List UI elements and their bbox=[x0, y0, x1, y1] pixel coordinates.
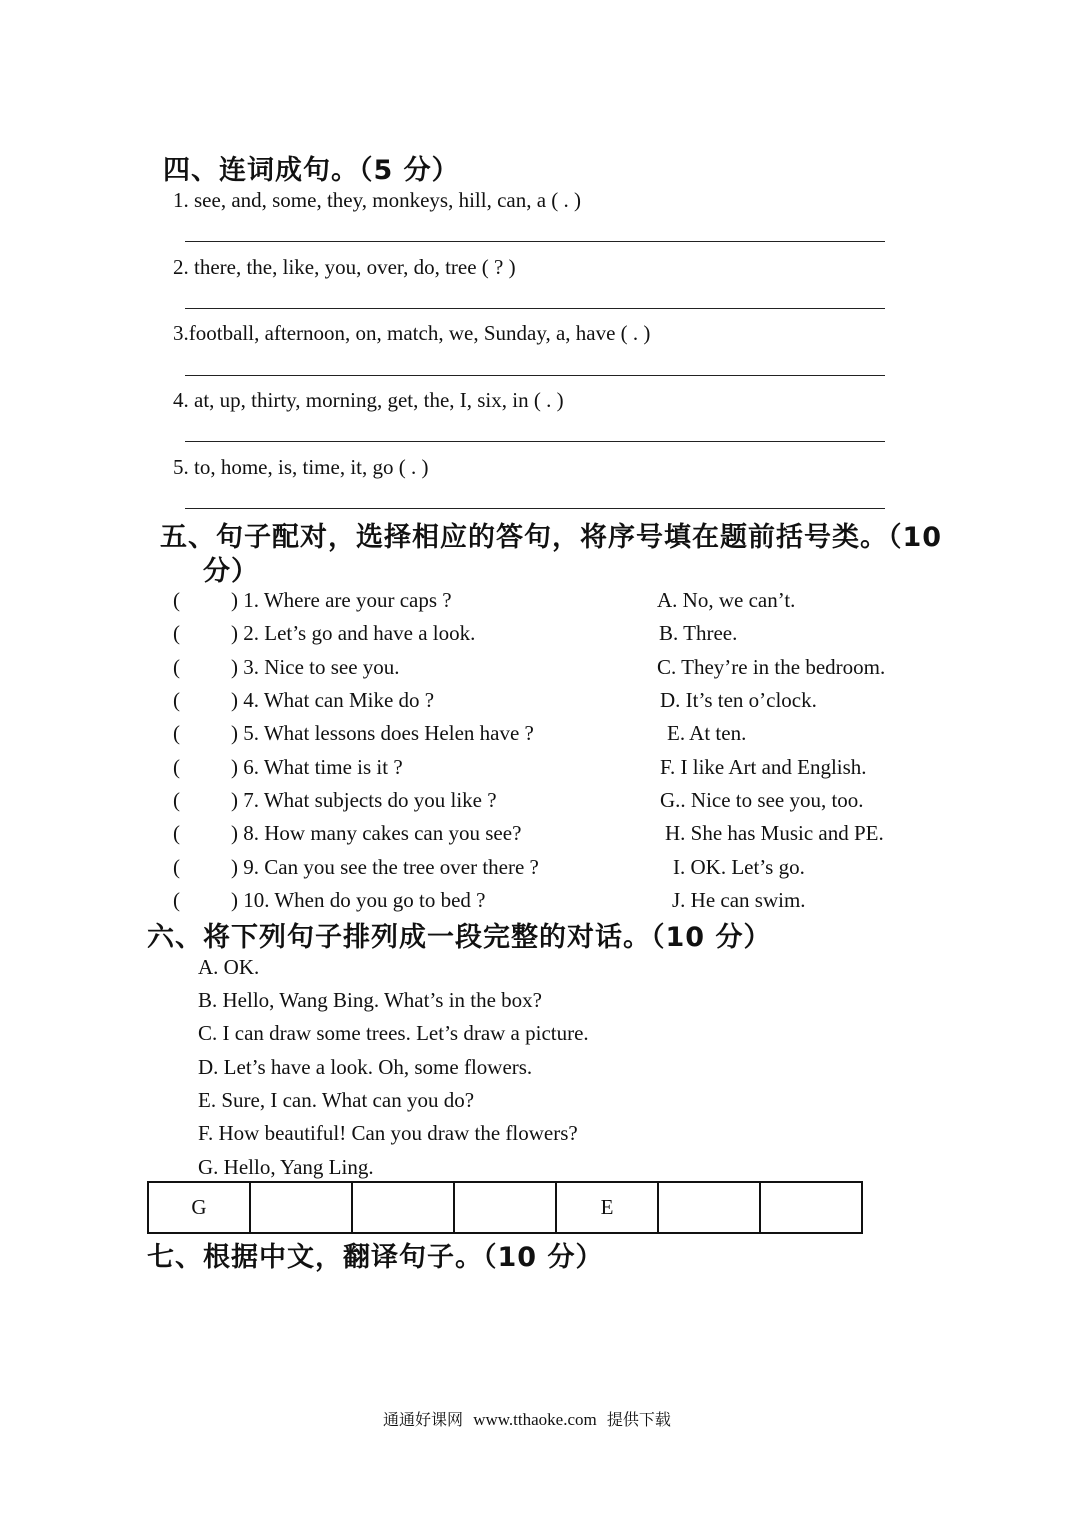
match-question-9: ) 9. Can you see the tree over there ? bbox=[231, 855, 539, 879]
bracket-8[interactable]: ( bbox=[173, 821, 180, 845]
dialogue-line-a: A. OK. bbox=[198, 955, 260, 979]
order-cell-5[interactable]: E bbox=[556, 1182, 658, 1233]
dialogue-line-d: D. Let’s have a look. Oh, some flowers. bbox=[198, 1055, 533, 1079]
dialogue-line-c: C. I can draw some trees. Let’s draw a picture. bbox=[198, 1021, 589, 1045]
bracket-7[interactable]: ( bbox=[173, 788, 180, 812]
bracket-6[interactable]: ( bbox=[173, 755, 180, 779]
reorder-item-3: 3.football, afternoon, on, match, we, Sunday, a, have ( . ) bbox=[173, 321, 651, 345]
order-cell-3[interactable] bbox=[352, 1182, 454, 1233]
match-answer-a: A. No, we can’t. bbox=[657, 588, 796, 612]
match-answer-f: F. I like Art and English. bbox=[660, 755, 867, 779]
dialogue-line-f: F. How beautiful! Can you draw the flowers? bbox=[198, 1121, 578, 1145]
dialogue-line-b: B. Hello, Wang Bing. What’s in the box? bbox=[198, 988, 542, 1012]
footer-site-name: 通通好课网 bbox=[383, 1410, 464, 1429]
order-cell-4[interactable] bbox=[454, 1182, 556, 1233]
footer-suffix: 提供下载 bbox=[606, 1410, 671, 1429]
match-question-6: ) 6. What time is it ? bbox=[231, 755, 403, 779]
match-question-5: ) 5. What lessons does Helen have ? bbox=[231, 721, 534, 745]
reorder-item-1: 1. see, and, some, they, monkeys, hill, can, a ( . ) bbox=[173, 188, 582, 212]
footer bbox=[383, 1407, 671, 1430]
order-cell-7[interactable] bbox=[760, 1182, 862, 1233]
footer-url[interactable]: www.tthaoke.com bbox=[473, 1410, 597, 1429]
bracket-2[interactable]: ( bbox=[173, 621, 180, 645]
bracket-9[interactable]: ( bbox=[173, 855, 180, 879]
match-answer-i: I. OK. Let’s go. bbox=[673, 855, 805, 879]
match-question-10: ) 10. When do you go to bed ? bbox=[231, 888, 486, 912]
order-cell-6[interactable] bbox=[658, 1182, 760, 1233]
bracket-5[interactable]: ( bbox=[173, 721, 180, 745]
match-question-8: ) 8. How many cakes can you see? bbox=[231, 821, 522, 845]
bracket-3[interactable]: ( bbox=[173, 655, 180, 679]
match-question-2: ) 2. Let’s go and have a look. bbox=[231, 621, 476, 645]
match-answer-h: H. She has Music and PE. bbox=[665, 821, 884, 845]
answer-line-3[interactable] bbox=[185, 375, 885, 376]
dialogue-line-g: G. Hello, Yang Ling. bbox=[198, 1155, 374, 1179]
section-7-title: 七、根据中文，翻译句子。（10 分） bbox=[147, 1242, 604, 1273]
answer-line-5[interactable] bbox=[185, 508, 885, 509]
match-answer-g: G.. Nice to see you, too. bbox=[660, 788, 864, 812]
section-5-title-continued: 分） bbox=[203, 556, 259, 587]
bracket-10[interactable]: ( bbox=[173, 888, 180, 912]
section-5-title: 五、句子配对，选择相应的答句，将序号填在题前括号类。（10 bbox=[160, 522, 943, 553]
match-question-4: ) 4. What can Mike do ? bbox=[231, 688, 435, 712]
match-answer-e: E. At ten. bbox=[667, 721, 747, 745]
order-cell-2[interactable] bbox=[250, 1182, 352, 1233]
section-6-title: 六、将下列句子排列成一段完整的对话。（10 分） bbox=[147, 922, 772, 953]
order-cell-1[interactable]: G bbox=[148, 1182, 250, 1233]
match-answer-j: J. He can swim. bbox=[672, 888, 806, 912]
match-question-3: ) 3. Nice to see you. bbox=[231, 655, 400, 679]
match-answer-c: C. They’re in the bedroom. bbox=[657, 655, 886, 679]
reorder-item-4: 4. at, up, thirty, morning, get, the, I, six, in ( . ) bbox=[173, 388, 564, 412]
bracket-4[interactable]: ( bbox=[173, 688, 180, 712]
match-question-1: ) 1. Where are your caps ? bbox=[231, 588, 452, 612]
reorder-item-5: 5. to, home, is, time, it, go ( . ) bbox=[173, 455, 429, 479]
match-answer-b: B. Three. bbox=[659, 621, 738, 645]
answer-line-1[interactable] bbox=[185, 241, 885, 242]
order-table bbox=[147, 1181, 863, 1234]
dialogue-line-e: E. Sure, I can. What can you do? bbox=[198, 1088, 475, 1112]
reorder-item-2: 2. there, the, like, you, over, do, tree ( ? ) bbox=[173, 255, 516, 279]
match-question-7: ) 7. What subjects do you like ? bbox=[231, 788, 497, 812]
answer-line-2[interactable] bbox=[185, 308, 885, 309]
answer-line-4[interactable] bbox=[185, 441, 885, 442]
match-answer-d: D. It’s ten o’clock. bbox=[660, 688, 817, 712]
bracket-1[interactable]: ( bbox=[173, 588, 180, 612]
section-4-title: 四、连词成句。（5 分） bbox=[163, 155, 460, 186]
